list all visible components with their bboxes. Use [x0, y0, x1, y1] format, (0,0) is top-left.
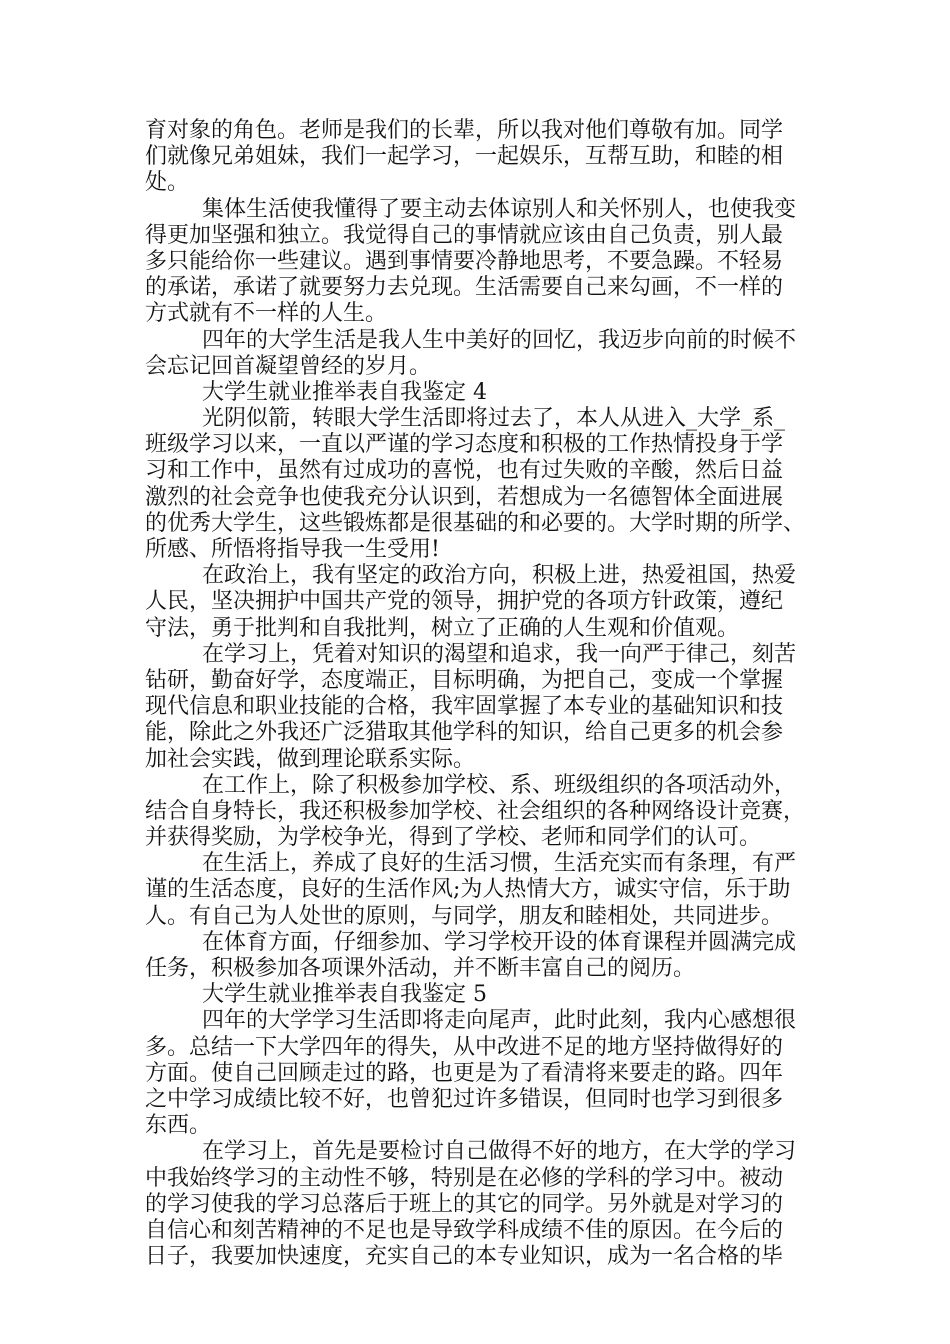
text-line: 在工作上，除了积极参加学校、系、班级组织的各项活动外， — [202, 772, 797, 798]
text-line: 结合自身特长，我还积极参加学校、社会组织的各种网络设计竞赛， — [145, 798, 806, 824]
text-line: 集体生活使我懂得了要主动去体谅别人和关怀别人，也使我变 — [202, 196, 797, 222]
text-line: 四年的大学学习生活即将走向尾声，此时此刻，我内心感想很 — [202, 1008, 797, 1034]
text-line: 在学习上，凭着对知识的渴望和追求，我一向严于律己，刻苦 — [202, 641, 797, 667]
text-line: 东西。 — [145, 1113, 212, 1139]
text-line: 大学生就业推举表自我鉴定 4 — [202, 379, 487, 405]
text-line: 激烈的社会竞争也使我充分认识到，若想成为一名德智体全面进展 — [145, 484, 784, 510]
text-line: 光阴似箭，转眼大学生活即将过去了，本人从进入_大学_系_ — [202, 406, 786, 432]
text-line: 方面。使自己回顾走过的路，也更是为了看清将来要走的路。四年 — [145, 1060, 784, 1086]
text-line: 得更加坚强和独立。我觉得自己的事情就应该由自己负责，别人最 — [145, 222, 784, 248]
text-line: 在体育方面，仔细参加、学习学校开设的体育课程并圆满完成 — [202, 929, 797, 955]
text-line: 中我始终学习的主动性不够，特别是在必修的学科的学习中。被动 — [145, 1165, 784, 1191]
text-line: 现代信息和职业技能的合格，我牢固掌握了本专业的基础知识和技 — [145, 694, 784, 720]
text-line: 四年的大学生活是我人生中美好的回忆，我迈步向前的时候不 — [202, 327, 797, 353]
text-line: 日子，我要加快速度，充实自己的本专业知识，成为一名合格的毕 — [145, 1244, 784, 1270]
text-line: 能，除此之外我还广泛猎取其他学科的知识，给自己更多的机会参 — [145, 720, 784, 746]
text-line: 自信心和刻苦精神的不足也是导致学科成绩不佳的原因。在今后的 — [145, 1217, 784, 1243]
text-line: 钻研，勤奋好学，态度端正，目标明确，为把自己，变成一个掌握 — [145, 667, 784, 693]
text-line: 任务，积极参加各项课外活动，并不断丰富自己的阅历。 — [145, 956, 696, 981]
text-line: 在生活上，养成了良好的生活习惯，生活充实而有条理，有严 — [202, 851, 797, 877]
text-line: 习和工作中，虽然有过成功的喜悦，也有过失败的辛酸，然后日益 — [145, 458, 784, 484]
text-line: 谨的生活态度，良好的生活作风;为人热情大方，诚实守信，乐于助 — [145, 877, 791, 903]
text-line: 育对象的角色。老师是我们的长辈，所以我对他们尊敬有加。同学 — [145, 118, 784, 143]
text-line: 班级学习以来，一直以严谨的学习态度和积极的工作热情投身于学 — [145, 432, 784, 458]
text-line: 人。有自己为人处世的原则，与同学，朋友和睦相处，共同进步。 — [145, 903, 784, 929]
text-line: 人民，坚决拥护中国共产党的领导，拥护党的各项方针政策，遵纪 — [145, 589, 784, 615]
text-line: 所感、所悟将指导我一生受用! — [145, 537, 440, 562]
document-body — [145, 118, 825, 1270]
text-line: 大学生就业推举表自我鉴定 5 — [202, 982, 487, 1008]
text-line: 们就像兄弟姐妹，我们一起学习，一起娱乐，互帮互助，和睦的相 — [145, 144, 784, 170]
text-line: 的学习使我的学习总落后于班上的其它的同学。另外就是对学习的 — [145, 1191, 784, 1217]
text-line: 的承诺，承诺了就要努力去兑现。生活需要自己来勾画，不一样的 — [145, 275, 784, 301]
text-line: 加社会实践，做到理论联系实际。 — [145, 746, 476, 772]
text-line: 之中学习成绩比较不好，也曾犯过许多错误，但同时也学习到很多 — [145, 1086, 784, 1112]
text-line: 方式就有不一样的人生。 — [145, 301, 388, 327]
text-line: 在学习上，首先是要检讨自己做得不好的地方，在大学的学习 — [202, 1139, 797, 1165]
text-line: 并获得奖励，为学校争光，得到了学校、老师和同学们的认可。 — [145, 825, 762, 851]
text-line: 在政治上，我有坚定的政治方向，积极上进，热爱祖国，热爱 — [202, 563, 797, 589]
text-line: 多只能给你一些建议。遇到事情要冷静地思考，不要急躁。不轻易 — [145, 248, 784, 274]
text-line: 守法，勇于批判和自我批判，树立了正确的人生观和价值观。 — [145, 615, 740, 641]
text-line: 会忘记回首凝望曾经的岁月。 — [145, 353, 432, 379]
text-line: 的优秀大学生，这些锻炼都是很基础的和必要的。大学时期的所学、 — [145, 510, 806, 536]
text-line: 多。总结一下大学四年的得失，从中改进不足的地方坚持做得好的 — [145, 1034, 784, 1060]
text-line: 处。 — [145, 170, 190, 196]
